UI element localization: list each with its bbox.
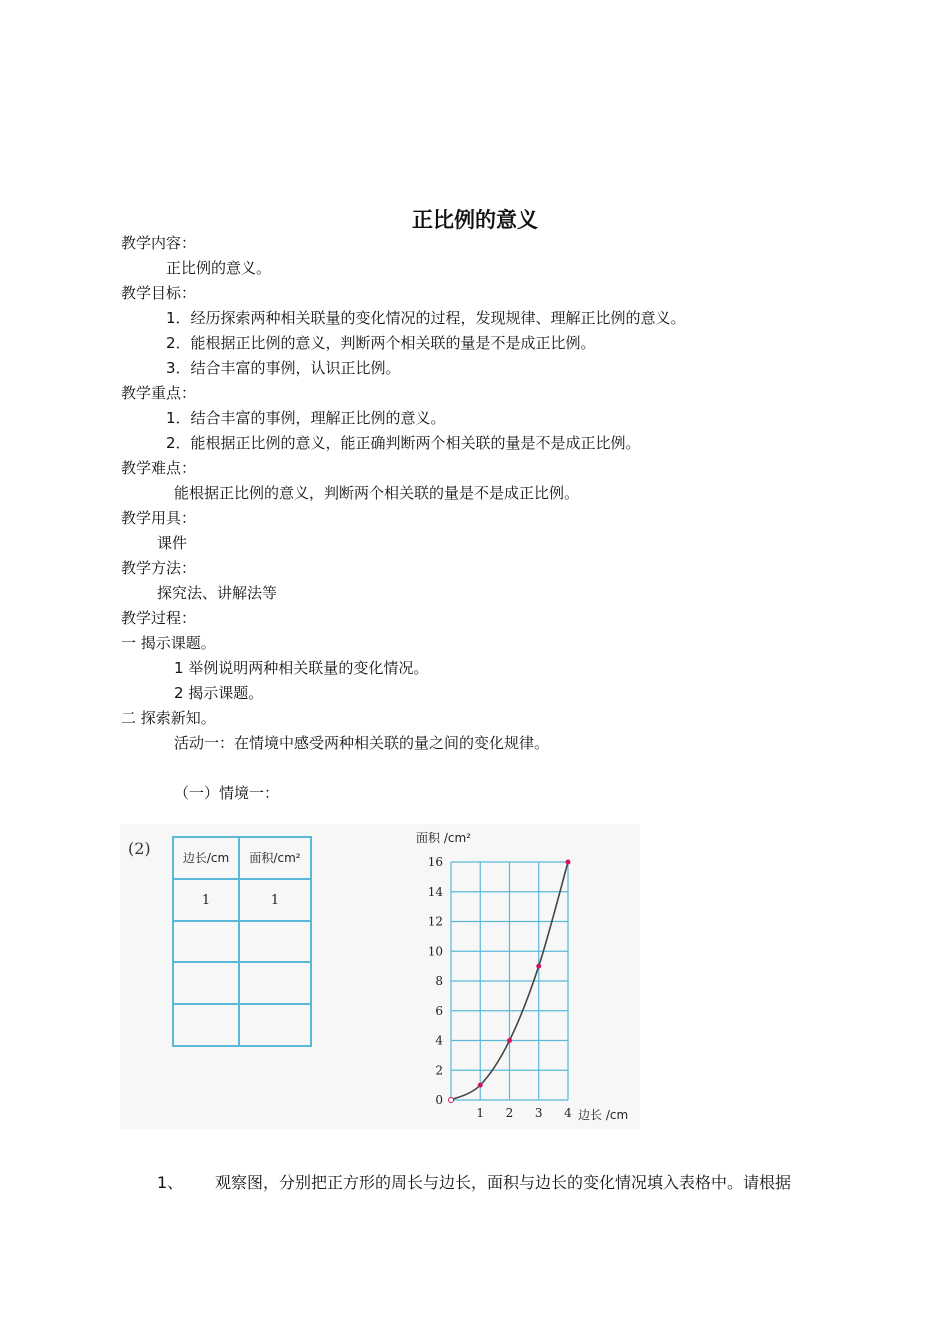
key-label: 教学重点：	[121, 384, 197, 402]
difficulty-text: 能根据正比例的意义，判断两个相关联的量是不是成正比例。	[174, 484, 580, 502]
activity-text: 活动一：在情境中感受两种相关联的量之间的变化规律。	[174, 734, 550, 752]
content-label: 教学内容：	[121, 234, 197, 252]
y-tick-label: 16	[427, 855, 443, 869]
step-item: 2 揭示课题。	[174, 684, 264, 702]
method-text: 探究法、讲解法等	[157, 584, 278, 602]
x-tick-label: 2	[505, 1106, 514, 1120]
y-tick-label: 8	[435, 974, 443, 988]
step-heading: 一 揭示课题。	[121, 634, 216, 652]
y-tick-label: 0	[435, 1093, 443, 1107]
data-point	[478, 1083, 483, 1088]
figure-background	[120, 824, 640, 1129]
table-header-side: 边长/cm	[182, 851, 230, 865]
chart-y-label: 面积 /cm²	[416, 831, 471, 845]
question-number: 1、	[157, 1173, 184, 1192]
y-tick-label: 4	[435, 1033, 443, 1048]
x-tick-label: 4	[564, 1106, 572, 1120]
goal-item: 2．能根据正比例的意义，判断两个相关联的量是不是成正比例。	[166, 334, 596, 352]
tools-text: 课件	[157, 534, 188, 552]
figure	[120, 824, 640, 1129]
y-tick-label: 6	[435, 1003, 443, 1018]
y-tick-label: 14	[427, 884, 443, 899]
goals-label: 教学目标：	[121, 284, 197, 302]
figure-label: (2)	[128, 839, 151, 858]
y-tick-label: 2	[435, 1063, 443, 1078]
table-cell: 1	[201, 893, 211, 908]
data-point	[449, 1098, 454, 1103]
x-tick-label: 3	[534, 1106, 543, 1120]
tools-label: 教学用具：	[121, 509, 197, 527]
data-point	[507, 1038, 512, 1043]
chart-x-label: 边长 /cm	[578, 1108, 629, 1122]
y-tick-label: 12	[427, 914, 443, 929]
table-cell: 1	[270, 893, 280, 908]
step-item: 1 举例说明两种相关联量的变化情况。	[174, 659, 429, 677]
goal-item: 3．结合丰富的事例，认识正比例。	[166, 359, 401, 377]
goal-item: 1．经历探索两种相关联量的变化情况的过程，发现规律、理解正比例的意义。	[166, 309, 686, 327]
method-label: 教学方法：	[121, 559, 197, 577]
page-title: 正比例的意义	[412, 208, 538, 232]
key-item: 2．能根据正比例的意义，能正确判断两个相关联的量是不是成正比例。	[166, 434, 641, 452]
scenario-label: （一）情境一：	[174, 784, 280, 802]
data-point	[536, 964, 541, 969]
process-label: 教学过程：	[121, 609, 197, 627]
x-tick-label: 1	[476, 1106, 485, 1120]
table-header-area: 面积/cm²	[249, 851, 301, 865]
step-heading: 二 探索新知。	[121, 709, 216, 727]
key-item: 1．结合丰富的事例，理解正比例的意义。	[166, 409, 446, 427]
difficulty-label: 教学难点：	[121, 459, 197, 477]
question-text: 观察图，分别把正方形的周长与边长，面积与边长的变化情况填入表格中。请根据	[215, 1173, 792, 1192]
data-point	[566, 860, 571, 865]
y-tick-label: 10	[427, 944, 443, 959]
content-text: 正比例的意义。	[166, 259, 272, 277]
